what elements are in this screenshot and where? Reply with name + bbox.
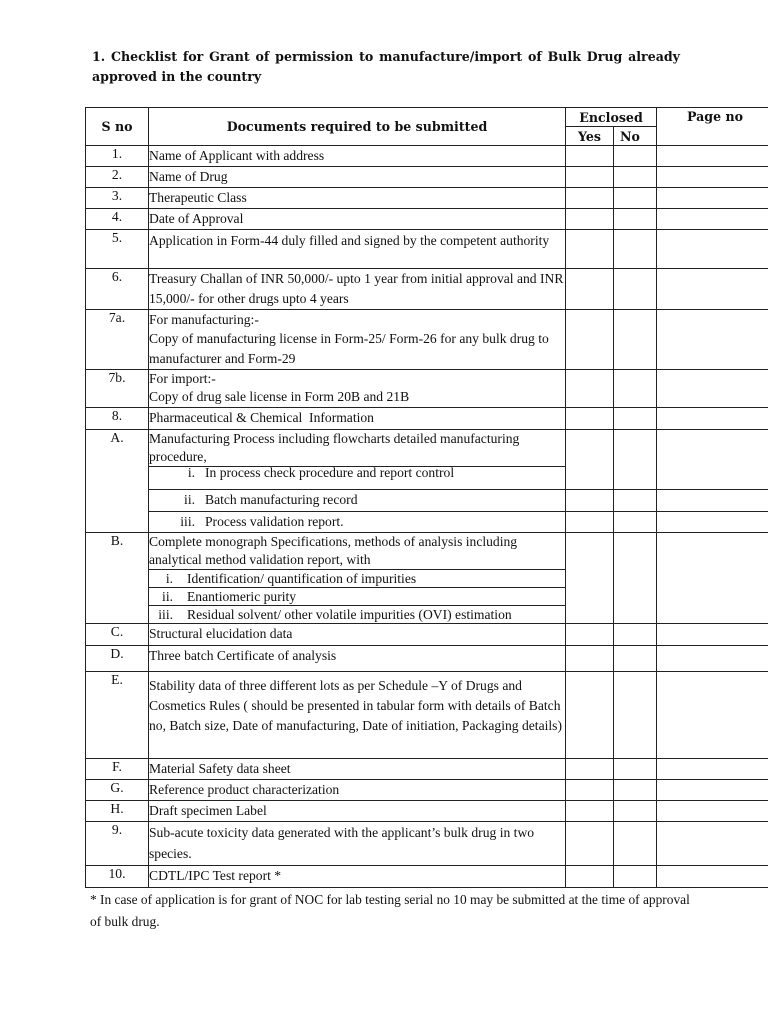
table-row [86,209,768,230]
sub-item [149,606,566,624]
row-document: Pharmaceutical & Chemical Information [149,408,566,430]
sub-item-text: Process validation report. [205,514,344,529]
row-sno: B. [86,533,149,624]
sub-item-text: Enantiomeric purity [187,589,297,604]
row-heading: For manufacturing:- [149,312,259,327]
no-cell[interactable] [614,269,657,310]
row-sno: 9. [86,822,149,866]
sub-item-number: i. [165,571,173,586]
yes-cell[interactable] [566,780,614,801]
sub-item [149,512,566,533]
no-cell[interactable] [614,408,657,430]
sub-item-number: iii. [158,607,173,622]
yes-cell[interactable] [566,209,614,230]
page-no-cell[interactable] [657,370,768,408]
header-yes: Yes [566,127,614,146]
row-sno: 5. [86,230,149,269]
sub-item-number: ii. [162,589,173,604]
table-row [86,512,768,533]
yes-cell[interactable] [566,512,614,533]
yes-cell[interactable] [566,188,614,209]
yes-cell[interactable] [566,430,614,490]
table-row [86,533,768,570]
table-row [86,780,768,801]
row-sno: 3. [86,188,149,209]
page-no-cell[interactable] [657,866,768,888]
no-cell[interactable] [614,188,657,209]
yes-cell[interactable] [566,269,614,310]
row-sno: G. [86,780,149,801]
yes-cell[interactable] [566,370,614,408]
yes-cell[interactable] [566,408,614,430]
page-no-cell[interactable] [657,646,768,672]
yes-cell[interactable] [566,672,614,759]
no-cell[interactable] [614,533,657,624]
table-row [86,269,768,310]
table-row [86,822,768,866]
page-no-cell[interactable] [657,209,768,230]
row-document: Treasury Challan of INR 50,000/- upto 1 year from initial approval and INR 15,000/- for other drugs upto 4 years [149,269,566,310]
table-row [86,370,768,408]
sub-item-text: In process check procedure and report control [205,465,455,480]
header-page-no: Page no [657,108,768,146]
row-sno: A. [86,430,149,533]
no-cell[interactable] [614,310,657,370]
table-row [86,310,768,370]
row-detail: Copy of drug sale license in Form 20B and 21B [149,389,410,404]
row-detail: Copy of manufacturing license in Form-25/ Form-26 for any bulk drug to manufacturer and Form-29 [149,331,549,366]
yes-cell[interactable] [566,533,614,624]
page-no-cell[interactable] [657,430,768,490]
row-document: Complete monograph Specifications, methods of analysis including analytical method validation report, with [149,533,566,570]
yes-cell[interactable] [566,822,614,866]
row-document: Material Safety data sheet [149,759,566,780]
table-row [86,866,768,888]
no-cell[interactable] [614,866,657,888]
yes-cell[interactable] [566,866,614,888]
page-no-cell[interactable] [657,624,768,646]
row-sno: H. [86,801,149,822]
no-cell[interactable] [614,209,657,230]
row-document [149,310,566,370]
footnote: * In case of application is for grant of NOC for lab testing serial no 10 may be submitted at the time of approval of bulk drug. [90,892,690,929]
row-sno: 1. [86,146,149,167]
no-cell[interactable] [614,672,657,759]
no-cell[interactable] [614,370,657,408]
page-no-cell[interactable] [657,408,768,430]
table-row [86,430,768,467]
row-heading: For import:- [149,371,216,386]
sub-item [149,588,566,606]
no-cell[interactable] [614,512,657,533]
page-no-cell[interactable] [657,490,768,512]
row-document: Application in Form-44 duly filled and signed by the competent authority [149,230,566,269]
row-sno: F. [86,759,149,780]
sub-item-text: Batch manufacturing record [205,492,358,507]
table-row [86,759,768,780]
page-no-cell[interactable] [657,269,768,310]
sub-item-number: ii. [184,492,195,507]
row-sno: 2. [86,167,149,188]
page-no-cell[interactable] [657,230,768,269]
page-no-cell[interactable] [657,533,768,624]
header-sno: S no [86,108,149,146]
table-row [86,490,768,512]
header-enclosed: Enclosed [566,108,657,127]
row-sno: 8. [86,408,149,430]
no-cell[interactable] [614,646,657,672]
document-title: 1. Checklist for Grant of permission to manufacture/import of Bulk Drug already approved in the country [92,49,680,84]
page-no-cell[interactable] [657,759,768,780]
yes-cell[interactable] [566,167,614,188]
sub-item-number: i. [187,465,195,480]
yes-cell[interactable] [566,310,614,370]
no-cell[interactable] [614,822,657,866]
header-documents: Documents required to be submitted [149,108,566,146]
row-document: Reference product characterization [149,780,566,801]
row-sno: 4. [86,209,149,230]
row-sno: 7b. [86,370,149,408]
yes-cell[interactable] [566,801,614,822]
yes-cell[interactable] [566,759,614,780]
table-row [86,408,768,430]
table-row [86,230,768,269]
row-document [149,370,566,408]
sub-item [149,467,566,490]
no-cell[interactable] [614,759,657,780]
sub-item-number: iii. [180,514,195,529]
no-cell[interactable] [614,230,657,269]
yes-cell[interactable] [566,624,614,646]
page-no-cell[interactable] [657,822,768,866]
checklist-table [85,107,768,888]
sub-item [149,490,566,512]
page-no-cell[interactable] [657,188,768,209]
row-document: Stability data of three different lots as per Schedule –Y of Drugs and Cosmetics Rules ( should be presented in tabular form with details of Batch no, Batch size, Date of manufacturing, Date of initiation, Packaging details) [149,672,566,759]
no-cell[interactable] [614,490,657,512]
table-row [86,146,768,167]
table-row [86,646,768,672]
row-sno: 10. [86,866,149,888]
table-row [86,672,768,759]
row-document: Manufacturing Process including flowcharts detailed manufacturing procedure, [149,430,566,467]
page-no-cell[interactable] [657,310,768,370]
row-sno: 7a. [86,310,149,370]
table-row [86,167,768,188]
table-row [86,624,768,646]
table-row [86,188,768,209]
sub-item-text: Residual solvent/ other volatile impurities (OVI) estimation [187,607,512,622]
row-document: Draft specimen Label [149,801,566,822]
yes-cell[interactable] [566,146,614,167]
row-document: Date of Approval [149,209,566,230]
no-cell[interactable] [614,801,657,822]
no-cell[interactable] [614,167,657,188]
yes-cell[interactable] [566,490,614,512]
no-cell[interactable] [614,430,657,490]
page-no-cell[interactable] [657,512,768,533]
row-sno: D. [86,646,149,672]
sub-item-text: Identification/ quantification of impurities [187,571,417,586]
page-no-cell[interactable] [657,672,768,759]
header-no: No [614,127,657,146]
yes-cell[interactable] [566,646,614,672]
row-document: Name of Applicant with address [149,146,566,167]
page-no-cell[interactable] [657,146,768,167]
row-sno: C. [86,624,149,646]
yes-cell[interactable] [566,230,614,269]
row-document: CDTL/IPC Test report * [149,866,566,888]
page-no-cell[interactable] [657,167,768,188]
row-document: Three batch Certificate of analysis [149,646,566,672]
table-row [86,801,768,822]
no-cell[interactable] [614,146,657,167]
page-no-cell[interactable] [657,780,768,801]
row-sno: 6. [86,269,149,310]
no-cell[interactable] [614,780,657,801]
sub-item [149,570,566,588]
row-document: Therapeutic Class [149,188,566,209]
page-no-cell[interactable] [657,801,768,822]
row-sno: E. [86,672,149,759]
row-document: Structural elucidation data [149,624,566,646]
no-cell[interactable] [614,624,657,646]
row-document: Name of Drug [149,167,566,188]
row-document: Sub-acute toxicity data generated with the applicant’s bulk drug in two species. [149,822,566,866]
